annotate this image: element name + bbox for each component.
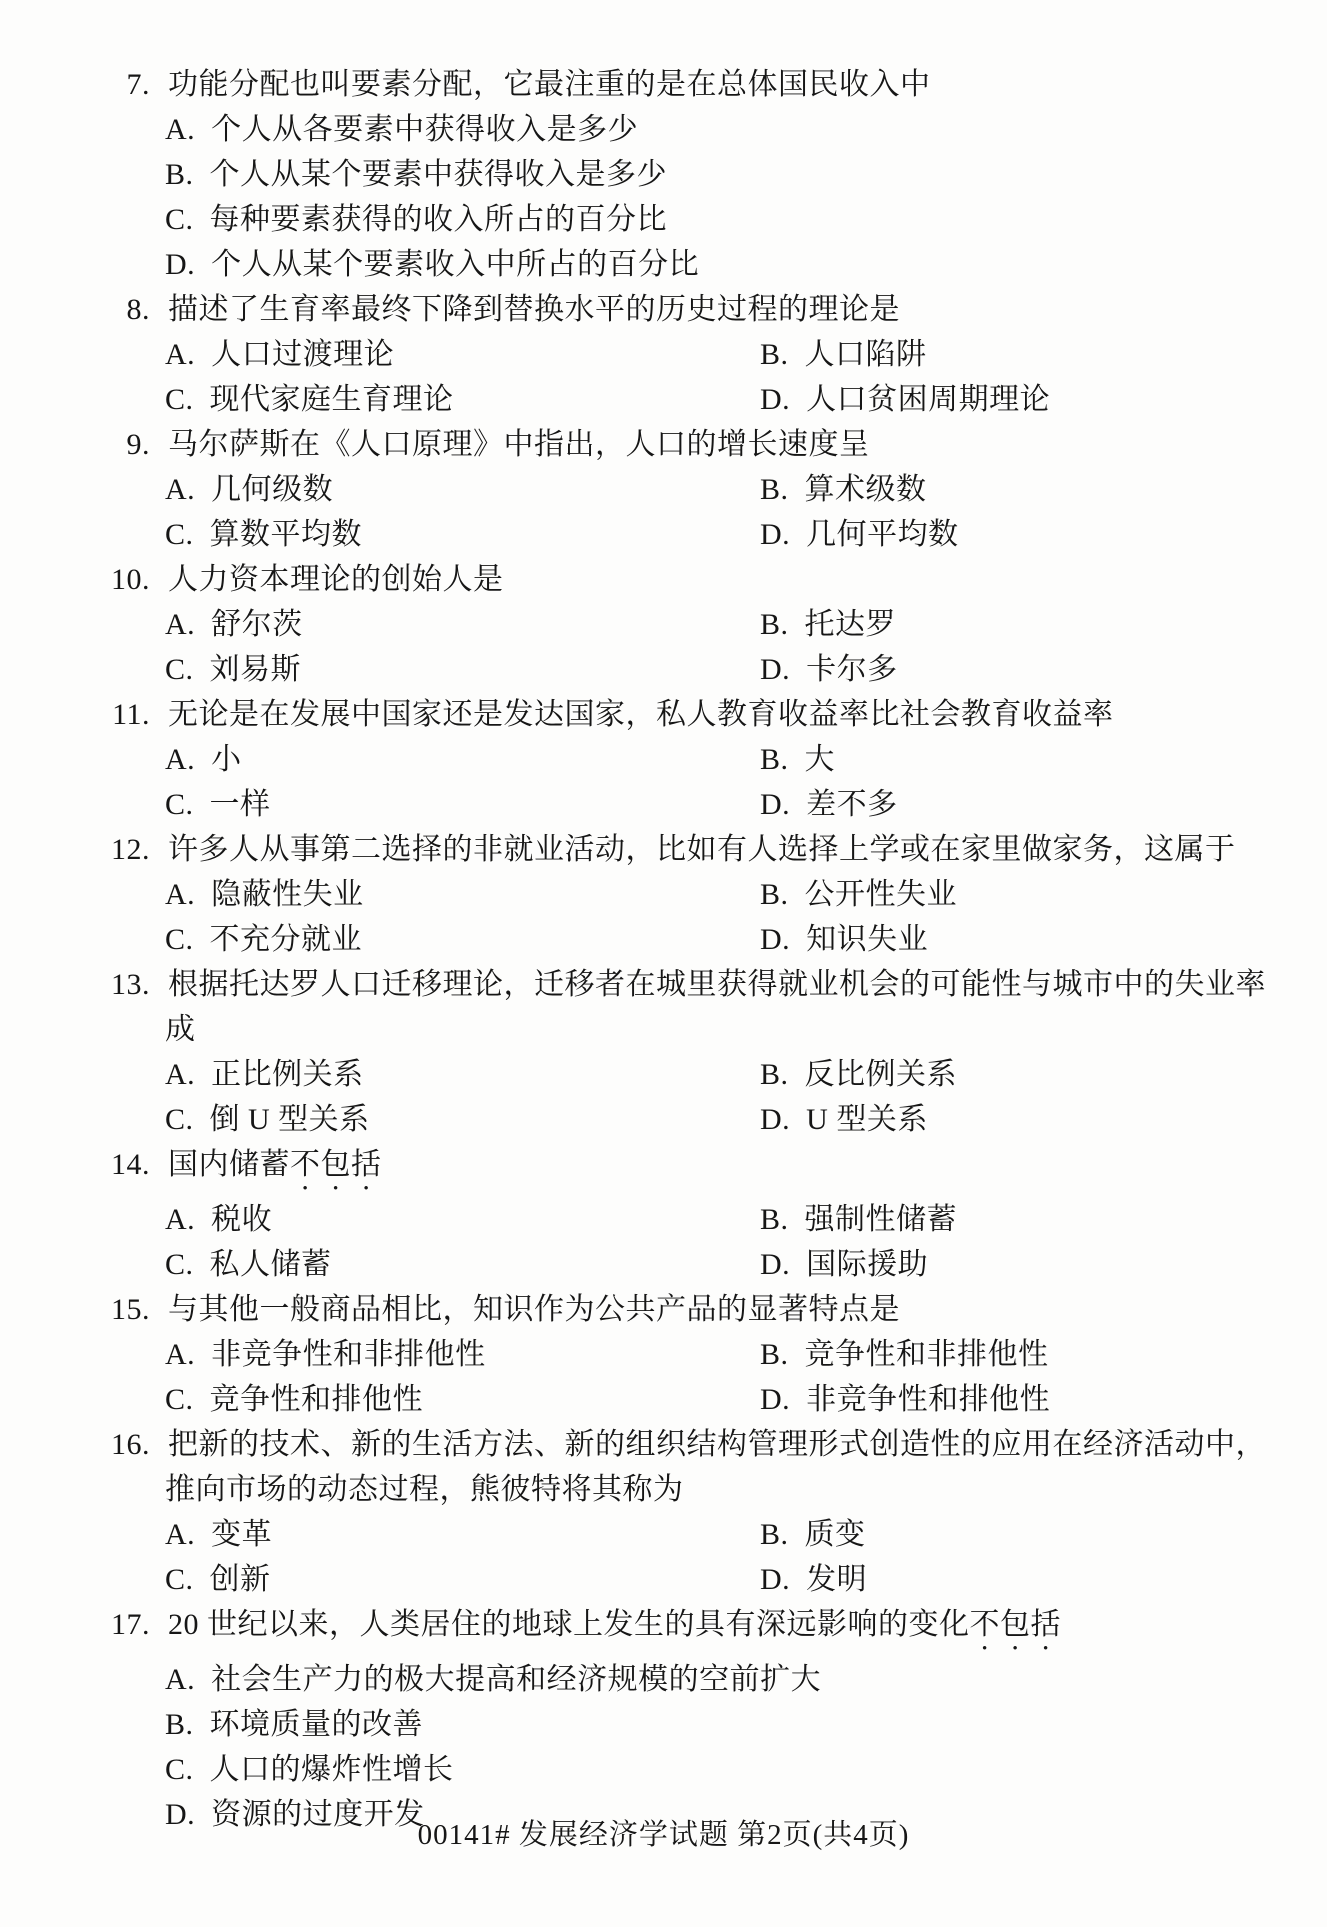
option-text: 几何平均数	[806, 518, 959, 551]
option-text: 资源的过度开发	[211, 1798, 425, 1831]
option	[760, 782, 898, 827]
option-label: B.	[760, 338, 789, 371]
option-text: 正比例关系	[211, 1058, 364, 1091]
option-text: 质变	[804, 1518, 866, 1551]
question-13	[0, 962, 1327, 1142]
question-text: 人力资本理论的创始人是	[168, 563, 504, 596]
option	[165, 1197, 760, 1242]
option-label: C.	[165, 653, 194, 686]
options-row	[0, 1332, 1327, 1377]
option-text: 个人从某个要素收入中所占的百分比	[211, 248, 700, 281]
option-label: D.	[760, 788, 791, 821]
option	[760, 647, 898, 692]
option-label: B.	[760, 743, 789, 776]
question-8	[0, 287, 1327, 422]
emphasized-text: 不包括	[969, 1608, 1061, 1641]
option-text: 社会生产力的极大提高和经济规模的空前扩大	[211, 1663, 822, 1696]
option	[165, 332, 760, 377]
option	[760, 1557, 867, 1602]
options-row	[0, 602, 1327, 647]
options-row	[0, 512, 1327, 557]
option-label: A.	[165, 1203, 196, 1236]
option	[760, 917, 928, 962]
option-label: D.	[760, 1563, 791, 1596]
option-text: 卡尔多	[806, 653, 898, 686]
option-label: C.	[165, 383, 194, 416]
option-text: 人口的爆炸性增长	[209, 1753, 454, 1786]
question-text-continued: 推向市场的动态过程，熊彼特将其称为	[165, 1473, 684, 1506]
options-row	[0, 1242, 1327, 1287]
question-text: 国内储蓄不包括	[168, 1148, 382, 1181]
option-text: 国际援助	[806, 1248, 929, 1281]
question-14	[0, 1142, 1327, 1287]
option-text: 人口陷阱	[804, 338, 927, 371]
question-number: 15.	[111, 1293, 150, 1326]
option-text: 竞争性和非排他性	[804, 1338, 1049, 1371]
option	[165, 1052, 760, 1097]
question-7	[0, 62, 1327, 287]
options-row	[0, 737, 1327, 782]
option-text: 人口贫困周期理论	[806, 383, 1051, 416]
options-row	[0, 1052, 1327, 1097]
option	[165, 602, 760, 647]
question-11	[0, 692, 1327, 827]
question-17	[0, 1602, 1327, 1837]
question-number: 12.	[111, 833, 150, 866]
option-text: 税收	[211, 1203, 273, 1236]
option-text: 创新	[209, 1563, 271, 1596]
question-9	[0, 422, 1327, 557]
option	[165, 512, 760, 557]
option	[165, 1512, 760, 1557]
option-label: A.	[165, 1058, 196, 1091]
option-label: B.	[760, 1338, 789, 1371]
option-label: A.	[165, 1663, 196, 1696]
option-label: D.	[760, 653, 791, 686]
option-label: A.	[165, 608, 196, 641]
option	[760, 1332, 1049, 1377]
question-text: 功能分配也叫要素分配，它最注重的是在总体国民收入中	[168, 68, 931, 101]
option-label: A.	[165, 1338, 196, 1371]
option-label: C.	[165, 788, 194, 821]
question-head	[0, 422, 1327, 467]
options-row	[0, 467, 1327, 512]
option	[165, 917, 760, 962]
option	[760, 602, 896, 647]
options-row	[0, 917, 1327, 962]
option-text: 人口过渡理论	[211, 338, 395, 371]
question-16	[0, 1422, 1327, 1602]
emphasized-text: 不包括	[290, 1148, 382, 1181]
options-row	[0, 1197, 1327, 1242]
option-text: 小	[211, 743, 242, 776]
option-label: A.	[165, 113, 196, 146]
option-text: 知识失业	[806, 923, 929, 956]
option	[165, 1242, 760, 1287]
option-text: 差不多	[806, 788, 898, 821]
option-label: B.	[165, 1708, 194, 1741]
option	[165, 1377, 760, 1422]
option-text: 竞争性和排他性	[209, 1383, 424, 1416]
option-label: D.	[760, 518, 791, 551]
question-number: 8.	[126, 293, 150, 326]
option-text: 一样	[209, 788, 271, 821]
question-number: 9.	[126, 428, 150, 461]
question-text: 20 世纪以来，人类居住的地球上发生的具有深远影响的变化不包括	[168, 1608, 1061, 1641]
options-row	[0, 1377, 1327, 1422]
options-row	[0, 332, 1327, 377]
option-label: C.	[165, 1248, 194, 1281]
options-row	[0, 872, 1327, 917]
question-head	[0, 1602, 1327, 1657]
question-text: 描述了生育率最终下降到替换水平的历史过程的理论是	[168, 293, 900, 326]
question-text: 无论是在发展中国家还是发达国家，私人教育收益率比社会教育收益率	[168, 698, 1114, 731]
question-number: 11.	[112, 698, 150, 731]
option-text: 个人从各要素中获得收入是多少	[211, 113, 639, 146]
option-label: D.	[760, 1383, 791, 1416]
option-label: A.	[165, 878, 196, 911]
option-text: 个人从某个要素中获得收入是多少	[209, 158, 668, 191]
option	[0, 1702, 1327, 1747]
option-label: B.	[760, 1058, 789, 1091]
option	[0, 1747, 1327, 1792]
page-footer-text: 00141# 发展经济学试题 第2页(共4页)	[417, 1819, 910, 1851]
option	[760, 1097, 928, 1142]
option	[760, 467, 927, 512]
option-label: D.	[165, 1798, 196, 1831]
option	[760, 1052, 957, 1097]
question-list	[0, 62, 1327, 1837]
option-text: 大	[804, 743, 836, 776]
option	[165, 647, 760, 692]
option	[0, 152, 1327, 197]
option-text: U 型关系	[806, 1103, 928, 1136]
page-footer	[0, 1815, 1327, 1855]
option-text: 每种要素获得的收入所占的百分比	[209, 203, 668, 236]
option-text: 公开性失业	[804, 878, 958, 911]
option-label: D.	[165, 248, 196, 281]
question-text: 把新的技术、新的生活方法、新的组织结构管理形式创造性的应用在经济活动中，	[168, 1428, 1266, 1461]
options-row	[0, 1557, 1327, 1602]
option	[165, 1332, 760, 1377]
option-text: 强制性储蓄	[804, 1203, 958, 1236]
question-head	[0, 827, 1327, 872]
option-label: D.	[760, 923, 791, 956]
option	[760, 512, 959, 557]
question-text: 马尔萨斯在《人口原理》中指出，人口的增长速度呈	[168, 428, 870, 461]
option-text: 算术级数	[804, 473, 927, 506]
question-head	[0, 692, 1327, 737]
option-label: B.	[165, 158, 194, 191]
options-row	[0, 1512, 1327, 1557]
question-head	[0, 287, 1327, 332]
option-label: D.	[760, 1103, 791, 1136]
question-number: 16.	[111, 1428, 150, 1461]
option-text: 现代家庭生育理论	[209, 383, 454, 416]
option-text: 舒尔茨	[211, 608, 303, 641]
option-label: C.	[165, 1383, 194, 1416]
option-label: D.	[760, 1248, 791, 1281]
option	[760, 1512, 866, 1557]
option	[760, 332, 927, 377]
option-label: C.	[165, 1103, 194, 1136]
option	[0, 197, 1327, 242]
question-head	[0, 62, 1327, 107]
question-number: 13.	[111, 968, 150, 1001]
option-label: B.	[760, 608, 789, 641]
options-row	[0, 782, 1327, 827]
option-text: 私人储蓄	[209, 1248, 332, 1281]
option	[165, 377, 760, 422]
option	[760, 737, 835, 782]
option-label: C.	[165, 1753, 194, 1786]
question-number: 10.	[111, 563, 150, 596]
option-label: B.	[760, 878, 789, 911]
question-head	[0, 1422, 1327, 1467]
option-text: 环境质量的改善	[209, 1708, 424, 1741]
option	[165, 1097, 760, 1142]
question-text-continued: 成	[165, 1013, 196, 1046]
option-text: 倒 U 型关系	[209, 1103, 370, 1136]
question-number: 17.	[111, 1608, 150, 1641]
option	[760, 1197, 957, 1242]
option-label: B.	[760, 1518, 789, 1551]
option	[0, 1657, 1327, 1702]
option	[165, 872, 760, 917]
question-text: 许多人从事第二选择的非就业活动，比如有人选择上学或在家里做家务，这属于	[168, 833, 1236, 866]
option-text: 非竞争性和排他性	[806, 1383, 1051, 1416]
options-row	[0, 647, 1327, 692]
option-label: C.	[165, 518, 194, 551]
question-15	[0, 1287, 1327, 1422]
question-text: 根据托达罗人口迁移理论，迁移者在城里获得就业机会的可能性与城市中的失业率	[168, 968, 1266, 1001]
option-text: 发明	[806, 1563, 868, 1596]
option	[0, 107, 1327, 152]
option	[165, 782, 760, 827]
options-row	[0, 377, 1327, 422]
option-label: B.	[760, 1203, 789, 1236]
question-10	[0, 557, 1327, 692]
question-head	[0, 962, 1327, 1007]
option-label: A.	[165, 743, 196, 776]
option-label: B.	[760, 473, 789, 506]
question-number: 7.	[126, 68, 150, 101]
option	[165, 1557, 760, 1602]
option-label: D.	[760, 383, 791, 416]
question-head	[0, 1287, 1327, 1332]
option-text: 隐蔽性失业	[211, 878, 364, 911]
option	[760, 377, 1050, 422]
option-label: C.	[165, 923, 194, 956]
option	[165, 737, 760, 782]
question-number: 14.	[111, 1148, 150, 1181]
option-text: 非竞争性和非排他性	[211, 1338, 486, 1371]
option-label: A.	[165, 338, 196, 371]
option	[760, 1377, 1050, 1422]
option-text: 刘易斯	[209, 653, 302, 686]
option	[760, 872, 957, 917]
option-label: A.	[165, 473, 196, 506]
option-text: 算数平均数	[209, 518, 363, 551]
question-text: 与其他一般商品相比，知识作为公共产品的显著特点是	[168, 1293, 900, 1326]
question-12	[0, 827, 1327, 962]
option	[760, 1242, 928, 1287]
option-label: C.	[165, 203, 194, 236]
option	[0, 242, 1327, 287]
option-label: A.	[165, 1518, 196, 1551]
option-text: 几何级数	[211, 473, 334, 506]
options-row	[0, 1097, 1327, 1142]
option-label: C.	[165, 1563, 194, 1596]
option-text: 变革	[211, 1518, 273, 1551]
question-head	[0, 1142, 1327, 1197]
question-head	[0, 557, 1327, 602]
option-text: 不充分就业	[209, 923, 363, 956]
option-text: 反比例关系	[804, 1058, 958, 1091]
option-text: 托达罗	[804, 608, 897, 641]
option	[165, 467, 760, 512]
